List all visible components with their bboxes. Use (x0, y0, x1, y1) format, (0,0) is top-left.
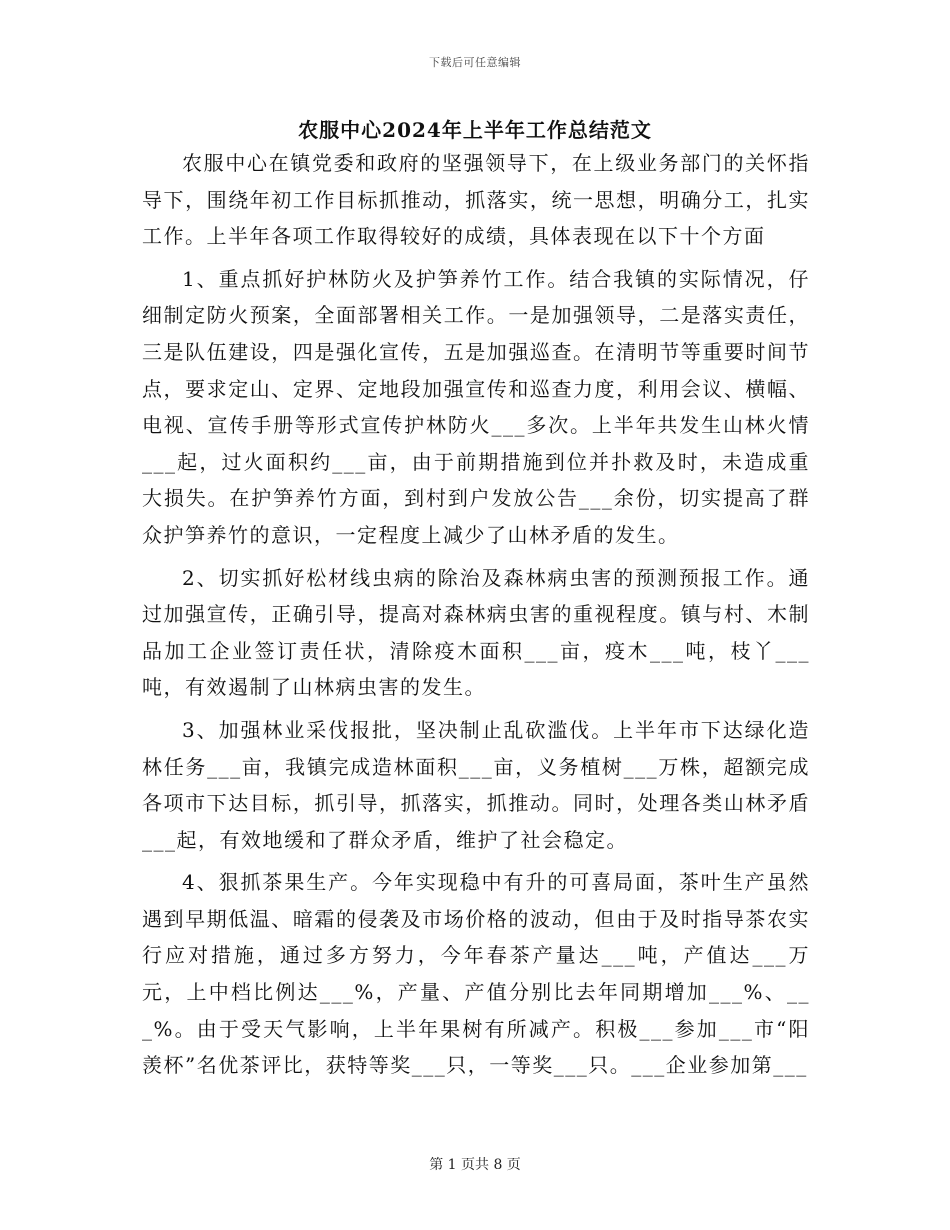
paragraph-1: 1、重点抓好护林防火及护笋养竹工作。结合我镇的实际情况，仔细制定防火预案，全面部署相关工作。一是加强领导，二是落实责任，三是队伍建设，四是强化宣传，五是加强巡查。在清明节等重要时间节点，要求定山、定界、定地段加强宣传和巡查力度，利用会议、横幅、电视、宣传手册等形式宣传护林防火___多次。上半年共发生山林火情___起，过火面积约___亩，由于前期措施到位并扑救及时，未造成重大损失。在护笋养竹方面，到村到户发放公告___余份，切实提高了群众护笋养竹的意识，一定程度上减少了山林矛盾的发生。 (142, 266, 810, 547)
paragraph-intro: 农服中心在镇党委和政府的坚强领导下，在上级业务部门的关怀指导下，围绕年初工作目标抓推动，抓落实，统一思想，明确分工，扎实工作。上半年各项工作取得较好的成绩，具体表现在以下十个方面 (142, 151, 810, 249)
paragraph-3: 3、加强林业采伐报批，坚决制止乱砍滥伐。上半年市下达绿化造林任务___亩，我镇完成造林面积___亩，义务植树___万株，超额完成各项市下达目标，抓引导，抓落实，抓推动。同时，处理各类山林矛盾___起，有效地缓和了群众矛盾，维护了社会稳定。 (142, 717, 810, 852)
page-number: 第 1 页共 8 页 (429, 1157, 521, 1173)
header-note: 下载后可任意编辑 (429, 56, 521, 69)
document-title: 农服中心2024年上半年工作总结范文 (298, 118, 652, 142)
paragraph-2: 2、切实抓好松材线虫病的除治及森林病虫害的预测预报工作。通过加强宣传，正确引导，提高对森林病虫害的重视程度。镇与村、木制品加工企业签订责任状，清除疫木面积___亩，疫木___吨，枝丫___吨，有效遏制了山林病虫害的发生。 (142, 565, 810, 700)
paragraph-4: 4、狠抓茶果生产。今年实现稳中有升的可喜局面，茶叶生产虽然遇到早期低温、暗霜的侵袭及市场价格的波动，但由于及时指导茶农实行应对措施，通过多方努力，今年春茶产量达___吨，产值达___万元，上中档比例达___%，产量、产值分别比去年同期增加___%、___%。由于受天气影响，上半年果树有所减产。积极___参加___市“阳羡杯”名优茶评比，获特等奖___只，一等奖___只。___企业参加第___ (142, 870, 810, 1078)
document-body (142, 145, 810, 1084)
